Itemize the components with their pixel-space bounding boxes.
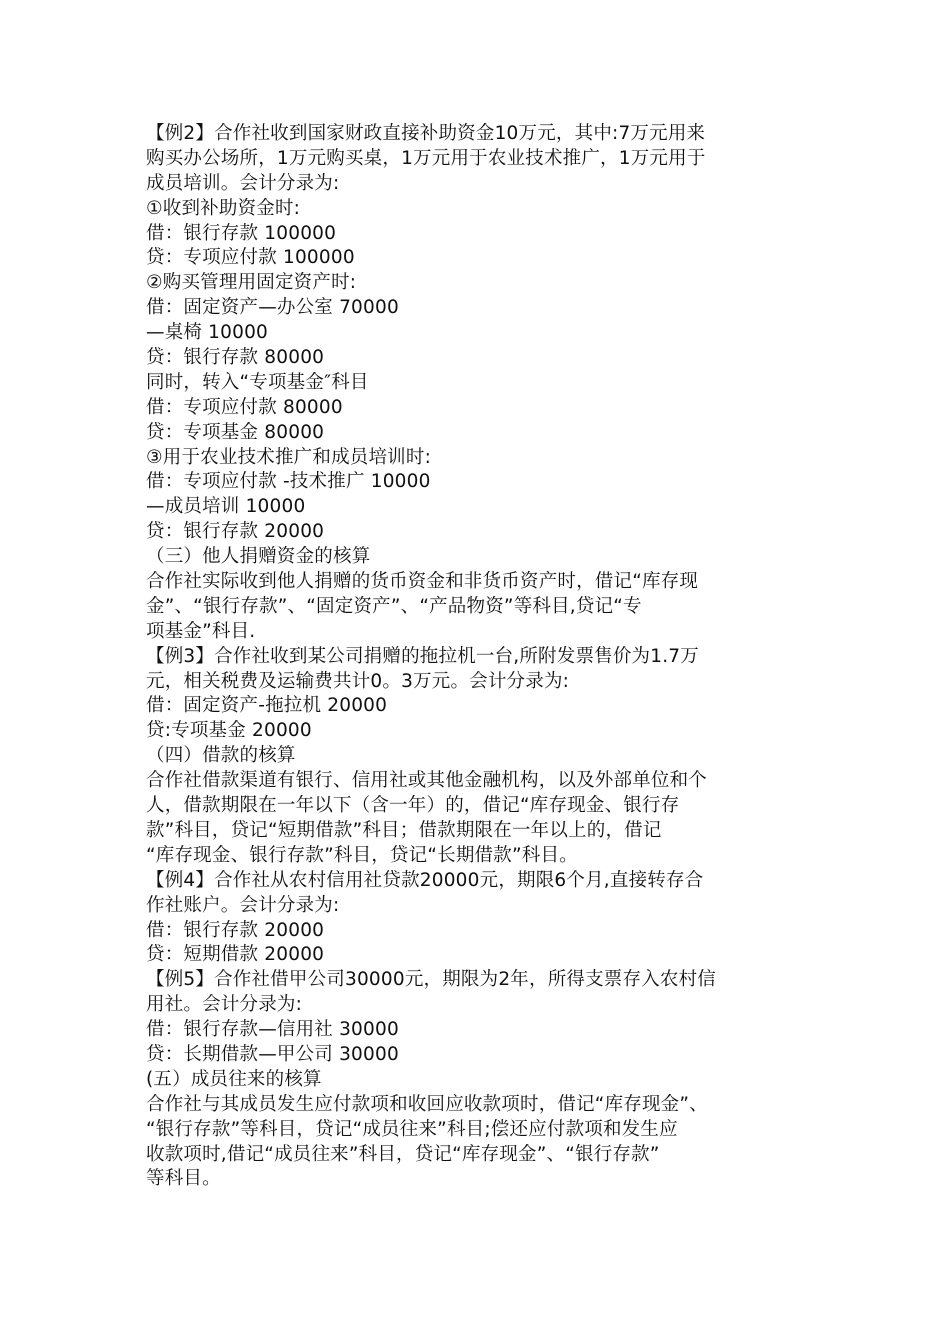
text-line: 同时，转入“专项基金″科目 [146,371,369,393]
text-line: 作社账户。会计分录为: [146,894,340,916]
text-line: 【例5】合作社借甲公司30000元，期限为2年，所得支票存入农村信 [146,969,716,991]
text-line: 贷:专项基金 20000 [146,720,312,742]
text-line: 借：银行存款—信用社 30000 [146,1019,399,1041]
text-line: —成员培训 10000 [146,496,306,518]
text-line: 借：固定资产-拖拉机 20000 [146,695,388,717]
text-line: 项基金”科目. [146,620,256,642]
text-line: 等科目。 [146,1168,221,1190]
text-line: 【例3】合作社收到某公司捐赠的拖拉机一台,所附发票售价为1.7万 [146,645,699,667]
text-line: 借：专项应付款 80000 [146,396,343,418]
text-line: 金”、“银行存款”、“固定资产”、“产品物资”等科目,贷记“专 [146,595,642,617]
text-line: 【例4】合作社从农村信用社贷款20000元，期限6个月,直接转存合 [146,869,704,891]
text-line: —桌椅 10000 [146,322,269,344]
text-line: 合作社实际收到他人捐赠的货币资金和非货币资产时，借记“库存现 [146,571,699,593]
text-line: 贷：专项应付款 100000 [146,247,355,269]
text-line: ②购买管理用固定资产时: [146,272,357,294]
text-line: 借：银行存款 100000 [146,222,337,244]
text-line: 购买办公场所，1万元购买桌，1万元用于农业技术推广，1万元用于 [146,147,706,169]
section-heading: （四）借款的核算 [146,745,296,767]
text-line: 借：专项应付款 -技术推广 10000 [146,471,431,493]
text-line: 贷：银行存款 80000 [146,347,325,369]
text-line: 贷：专项基金 80000 [146,421,325,443]
text-line: ①收到补助资金时: [146,197,301,219]
text-line: 人，借款期限在一年以下（含一年）的，借记“库存现金、银行存 [146,795,680,817]
text-line: 贷：长期借款—甲公司 30000 [146,1043,399,1065]
text-line: 合作社与其成员发生应付款项和收回应收款项时，借记“库存现金”、 [146,1093,708,1115]
text-line: 收款项时,借记“成员往来”科目，贷记“库存现金”、“银行存款” [146,1143,660,1165]
text-line: 借：固定资产—办公室 70000 [146,297,399,319]
text-line: 借：银行存款 20000 [146,919,325,941]
document-body [146,122,816,1192]
text-line: 用社。会计分录为: [146,994,303,1016]
section-heading: (五）成员往来的核算 [146,1068,322,1090]
section-heading: （三）他人捐赠资金的核算 [146,546,371,568]
text-line: 贷：短期借款 20000 [146,944,325,966]
text-line: “银行存款”等科目，贷记“成员往来”科目;偿还应付款项和发生应 [146,1118,678,1140]
text-line: 【例2】合作社收到国家财政直接补助资金10万元，其中:7万元用来 [146,123,706,144]
text-line: “库存现金、银行存款”科目，贷记“长期借款”科目。 [146,844,578,866]
text-line: 款”科目，贷记“短期借款”科目；借款期限在一年以上的，借记 [146,819,662,841]
text-line: 贷：银行存款 20000 [146,521,325,543]
text-line: 成员培训。会计分录为: [146,172,340,194]
text-line: 元，相关税费及运输费共计0。3万元。会计分录为: [146,670,570,692]
text-line: 合作社借款渠道有银行、信用社或其他金融机构，以及外部单位和个 [146,770,708,792]
text-line: ③用于农业技术推广和成员培训时: [146,446,432,468]
